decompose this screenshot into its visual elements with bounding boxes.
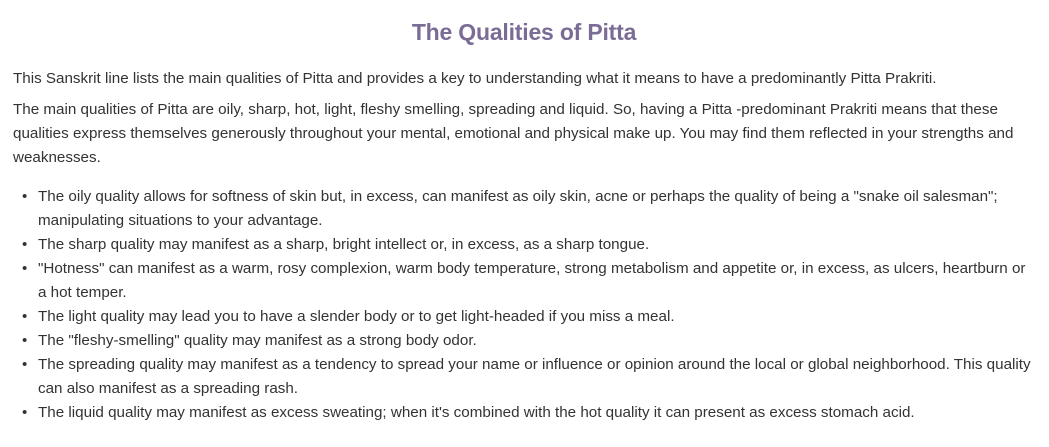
list-item-text: The spreading quality may manifest as a tendency to spread your name or influence or opinion around the local or global neighborhood. This quality can also manifest as a spreading rash. (38, 356, 1031, 397)
list-item-fleshy-smelling (22, 329, 1035, 353)
qualities-list (13, 185, 1035, 425)
list-item-text: The "fleshy-smelling" quality may manifest as a strong body odor. (38, 332, 477, 349)
bullet-icon: • (22, 332, 28, 349)
list-item-text: The sharp quality may manifest as a sharp, bright intellect or, in excess, as a sharp tongue. (38, 236, 650, 253)
bullet-icon: • (22, 188, 28, 205)
list-item-spreading (22, 353, 1035, 401)
list-item-liquid (22, 401, 1035, 425)
main-qualities-paragraph: The main qualities of Pitta are oily, sharp, hot, light, fleshy smelling, spreading and liquid. So, having a Pitta -predominant Prakriti means that these qualities express themselves generously throughout your mental, emotional and physical make up. You may find them reflected in your strengths and weaknesses. (13, 101, 1014, 166)
bullet-icon: • (22, 404, 28, 421)
list-item-text: The oily quality allows for softness of skin but, in excess, can manifest as oily skin, acne or perhaps the quality of being a "snake oil salesman"; manipulating situations to your advantage. (38, 188, 998, 229)
bullet-icon: • (22, 356, 28, 373)
list-item-text: The light quality may lead you to have a slender body or to get light-headed if you miss a meal. (38, 308, 675, 325)
bullet-icon: • (22, 236, 28, 253)
bullet-icon: • (22, 260, 28, 277)
list-item-hot (22, 257, 1035, 305)
bullet-icon: • (22, 308, 28, 325)
intro-paragraph: This Sanskrit line lists the main qualities of Pitta and provides a key to understanding what it means to have a predominantly Pitta Prakriti. (13, 70, 937, 87)
list-item-oily (22, 185, 1035, 233)
list-item-light (22, 305, 1035, 329)
list-item-sharp (22, 233, 1035, 257)
list-item-text: The liquid quality may manifest as excess sweating; when it's combined with the hot quality it can present as excess stomach acid. (38, 404, 915, 421)
page-title: The Qualities of Pitta (411, 19, 637, 45)
list-item-text: "Hotness" can manifest as a warm, rosy complexion, warm body temperature, strong metabolism and appetite or, in excess, as ulcers, heartburn or a hot temper. (38, 260, 1026, 301)
